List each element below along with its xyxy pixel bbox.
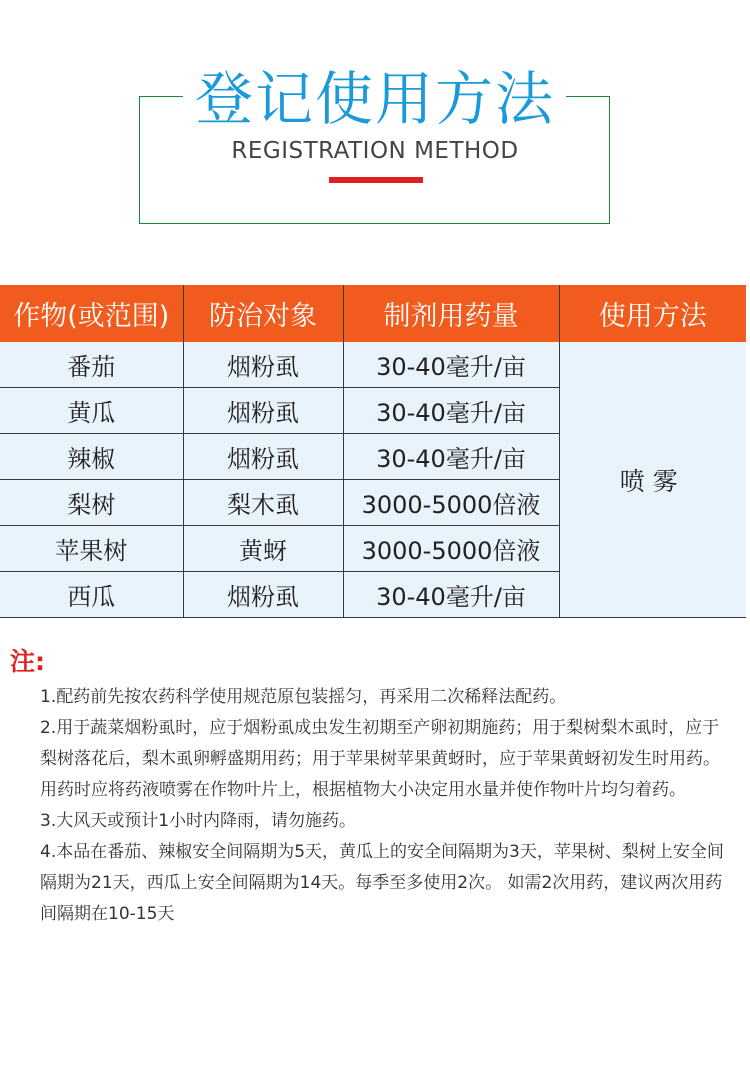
cell-method: 喷雾 [559,342,746,618]
cell-dosage: 3000-5000倍液 [343,480,559,526]
page-subtitle: REGISTRATION METHOD [231,138,519,164]
cell-dosage: 30-40毫升/亩 [343,572,559,618]
note-item: 2.用于蔬菜烟粉虱时，应于烟粉虱成虫发生初期至产卵初期施药；用于梨树梨木虱时，应于梨树落花后，梨木虱卵孵盛期用药；用于苹果树苹果黄蚜时，应于苹果黄蚜初发生时用药。用药时应将药液喷雾在作物叶片上，根据植物大小决定用水量并使作物叶片均匀着药。 [40,718,720,800]
cell-crop: 苹果树 [0,526,183,572]
notes-list [40,682,726,930]
cell-target: 烟粉虱 [183,342,343,388]
cell-target: 烟粉虱 [183,388,343,434]
table-header-row [0,285,746,342]
cell-target: 烟粉虱 [183,434,343,480]
header-method: 使用方法 [559,285,746,342]
table-row [0,342,746,388]
cell-dosage: 30-40毫升/亩 [343,434,559,480]
title-underline-bar [329,177,423,183]
registration-table [0,285,746,618]
note-item: 3.大风天或预计1小时内降雨，请勿施药。 [40,811,357,831]
cell-crop: 西瓜 [0,572,183,618]
header-dosage: 制剂用药量 [343,285,559,342]
cell-target: 烟粉虱 [183,572,343,618]
cell-dosage: 30-40毫升/亩 [343,388,559,434]
cell-target: 黄蚜 [183,526,343,572]
cell-target: 梨木虱 [183,480,343,526]
note-item: 1.配药前先按农药科学使用规范原包装摇匀，再采用二次稀释法配药。 [40,687,567,707]
cell-crop: 番茄 [0,342,183,388]
notes-title: 注: [10,647,45,676]
header-target: 防治对象 [183,285,343,342]
header-crop: 作物(或范围) [0,285,183,342]
page-title: 登记使用方法 [194,65,555,133]
cell-crop: 黄瓜 [0,388,183,434]
note-item: 4.本品在番茄、辣椒安全间隔期为5天，黄瓜上的安全间隔期为3天，苹果树、梨树上安全间隔期为21天，西瓜上安全间隔期为14天。每季至多使用2次。 如需2次用药，建议两次用药间隔期在10-15天 [40,842,724,924]
cell-dosage: 30-40毫升/亩 [343,342,559,388]
cell-crop: 梨树 [0,480,183,526]
cell-crop: 辣椒 [0,434,183,480]
cell-dosage: 3000-5000倍液 [343,526,559,572]
